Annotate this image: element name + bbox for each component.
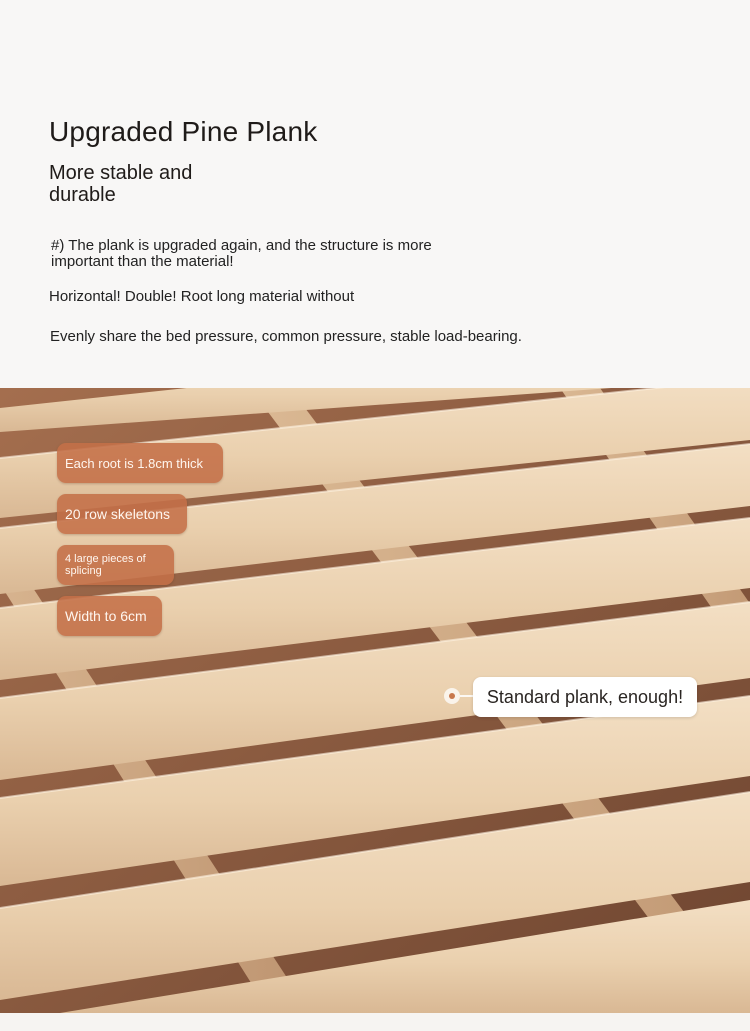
description-line-2: Horizontal! Double! Root long material without (49, 288, 355, 305)
description-line-3: Evenly share the bed pressure, common pressure, stable load-bearing. (50, 328, 522, 345)
page-subtitle: More stable and durable (49, 162, 193, 206)
feature-badge-width: Width to 6cm (57, 596, 162, 636)
page-title: Upgraded Pine Plank (49, 116, 318, 147)
callout-connector (460, 695, 474, 697)
text-header-section (0, 0, 750, 388)
feature-badge-splicing: 4 large pieces of splicing (57, 545, 174, 585)
feature-badge-thickness: Each root is 1.8cm thick (57, 443, 223, 483)
feature-badge-rows: 20 row skeletons (57, 494, 187, 534)
callout-label: Standard plank, enough! (473, 677, 697, 717)
description-line-1: #) The plank is upgraded again, and the structure is more important than the material! (51, 237, 432, 270)
bottom-strip (0, 1013, 750, 1031)
callout-marker-icon (444, 688, 460, 704)
